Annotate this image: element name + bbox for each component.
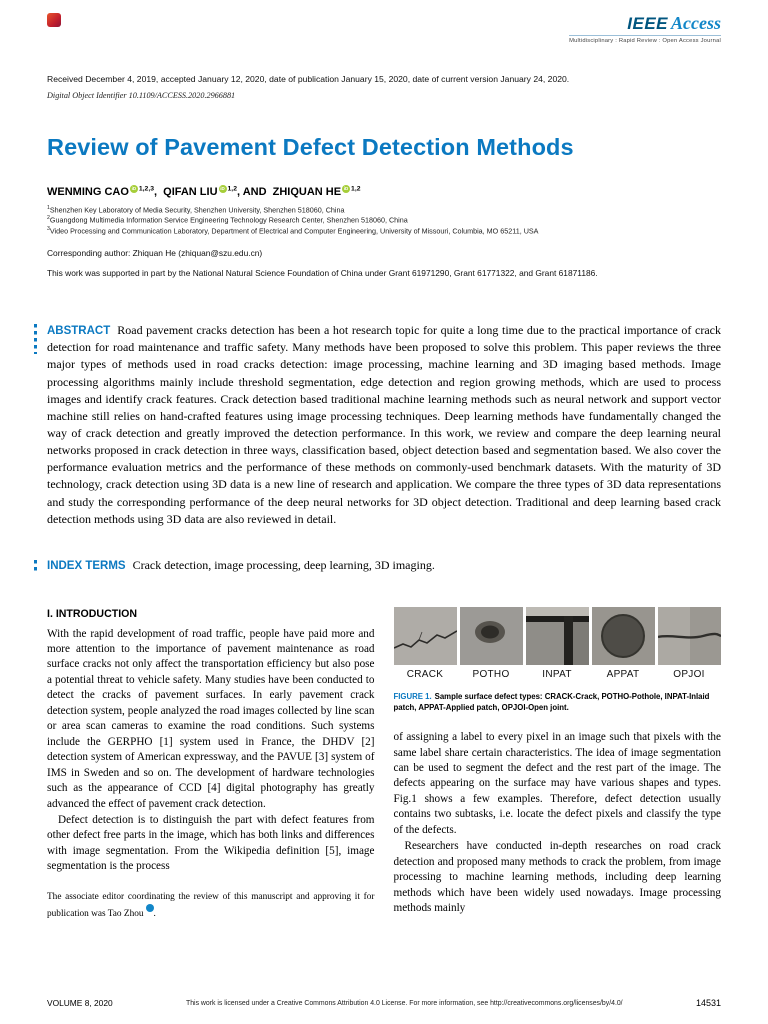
applied-patch-sample-image xyxy=(592,607,655,665)
inlaid-patch-sample-image xyxy=(526,607,589,665)
license-note: This work is licensed under a Creative Commons Attribution 4.0 License. For more information, see http://creativecommons.org/licenses/by/4.0/ xyxy=(186,999,623,1007)
label-crack: CRACK xyxy=(406,668,444,680)
brand-access: Access xyxy=(671,13,721,33)
label-appat: APPAT xyxy=(606,668,640,680)
page-footer xyxy=(47,998,721,1008)
associate-editor-footnote: The associate editor coordinating the review of this manuscript and approving it for publication was Tao Zhou . xyxy=(47,891,375,920)
reviewer-orcid-icon[interactable] xyxy=(146,904,154,912)
author-affil-sup: 1,2,3 xyxy=(138,185,155,192)
author xyxy=(163,186,272,198)
abstract-text: Road pavement cracks detection has been a hot research topic for quite a long time due to the practical importance of crack detection for road maintenance and traffic safety. Many methods have been proposed to solve this problem. This paper reviews the three major types of methods used in road cracks detection: image processing, machine learning and 3D imaging based methods. Image processing algorithms mainly include threshold segmentation, edge detection and region growing methods, which are used to process images and identify crack features. Crack detection based traditional machine learning methods such as neural network and support vector machine still relies on hand-crafted features using image processing techniques. Deep learning methods have fundamentally changed the way of crack detection and greatly improved the detection performance. In this work, we review and compare the deep learning neural networks proposed in crack detection in three ways, classification based, object detection based and segmentation based. We also cover the performance evaluation metrics and the performance of these methods on commonly-used benchmark datasets. With the maturity of 3D technology, crack detection using 3D data is a new line of research and application. We compare the three types of 3D data representations and study the corresponding performance of the deep neural networks for 3D object detection. Traditional and deep learning based crack detection methods using 3D data are also reviewed in detail. xyxy=(47,322,721,526)
received-line: Received December 4, 2019, accepted January 12, 2020, date of publication January 15, 2020, date of current version January 24, 2020. xyxy=(47,74,570,84)
figure-1-caption: FIGURE 1. Sample surface defect types: CRACK-Crack, POTHO-Pothole, INPAT-Inlaid patch, APPAT-Applied patch, OPJOI-Open joint. xyxy=(393,691,710,713)
pothole-sample-image xyxy=(460,607,523,665)
affiliation-list xyxy=(47,205,721,237)
column-right xyxy=(394,607,722,922)
crack-sample-image xyxy=(394,607,457,665)
label-inpat: INPAT xyxy=(542,668,572,680)
orcid-icon[interactable]: iD xyxy=(220,186,225,191)
affiliation-line: $^3$Video Processing and Communication Laboratory, Department of Electrical and Computer Engineering, University of Missouri, Columbia, MO 65211, USA xyxy=(47,226,539,236)
column-left xyxy=(47,607,375,922)
doi-line: Digital Object Identifier 10.1109/ACCESS.2020.2966881 xyxy=(47,91,236,100)
intro-paragraph-4: Researchers have conducted in-depth researches on road crack detection and proposed many methods to crack the problem, from image processing to machine learning methods, including deep learning methods which have been widely used nowadays. Image processing methods mainly xyxy=(393,840,721,915)
author-separator: , xyxy=(154,185,158,198)
brand-tagline: Multidisciplinary : Rapid Review : Open Access Journal xyxy=(569,38,721,44)
open-joint-sample-image xyxy=(658,607,721,665)
page-header xyxy=(47,0,721,44)
intro-paragraph-1: With the rapid development of road traffic, people have paid more and more attention to the importance of pavement maintenance as road surface cracks not only affect the transportation efficiency but also pose a potential threat to vehicle safety. Many studies have been conducted to detect the cracks of pavement surfaces. In early pavement crack detection system, people analyzed the road images collected by line scan or area scan cameras to examine the road conditions. Such systems include the GERPHO [1] system used in France, the DHDV [2] detection system of American expressway, and the PAVUE [3] system of IMS in Sweden and so on. The development of hardware technologies such as the appearance of CCD [4] digital photography has greatly advanced the effect of pavement crack detection. xyxy=(47,627,375,810)
intro-paragraph-2: Defect detection is to distinguish the part with defect features from other defect free parts in the image, which has both links and differences with image segmentation. From the Wikipedia definition [5], image segmentation is the process xyxy=(47,813,375,873)
journal-logo-mark-icon xyxy=(47,13,61,27)
label-potho: POTHO xyxy=(472,668,510,680)
body-columns xyxy=(47,607,721,922)
author xyxy=(273,186,361,198)
abstract-dash-marker-icon xyxy=(34,324,37,354)
funding-note: This work was supported in part by the National Natural Science Foundation of China under Grant 61971290, Grant 61771322, and Grant 61871186. xyxy=(47,268,598,279)
orcid-icon[interactable]: iD xyxy=(343,186,349,191)
author-name: WENMING CAO xyxy=(47,185,129,198)
abstract-section xyxy=(47,322,721,528)
affiliation-line: $^1$Shenzhen Key Laboratory of Media Security, Shenzhen University, Shenzhen 518060, China xyxy=(47,204,345,215)
figure-1 xyxy=(394,607,722,714)
author-affil-sup: 1,2 xyxy=(351,185,361,192)
index-terms-label: INDEX TERMS xyxy=(47,559,126,572)
index-terms-section xyxy=(47,558,721,573)
section-heading-introduction: I. INTRODUCTION xyxy=(47,607,138,620)
page-title: Review of Pavement Defect Detection Methods xyxy=(47,134,574,160)
author xyxy=(47,186,163,198)
page-number: 14531 xyxy=(695,998,721,1008)
author-name: ZHIQUAN HE xyxy=(272,185,342,198)
author-list xyxy=(47,185,721,198)
volume-label: VOLUME 8, 2020 xyxy=(47,998,113,1008)
index-terms-dash-marker-icon xyxy=(34,560,37,574)
index-terms-text: Crack detection, image processing, deep learning, 3D imaging. xyxy=(132,557,435,572)
intro-paragraph-3: of assigning a label to every pixel in an image such that pixels with the same label share certain characteristics. The idea of image segmentation can be used to segment the defect and the rest part of the image. The defects appearing on the surface may have various shapes and types. Fig.1 shows a few examples. Therefore, defect detection usually contains two subtasks, i.e. locate the defect pixels and classify the type of the defects. xyxy=(393,731,721,836)
brand-ieee: IEEE xyxy=(627,14,669,33)
corresponding-author-line: Corresponding author: Zhiquan He (zhiquan@szu.edu.cn) xyxy=(47,248,263,259)
figure-1-images xyxy=(394,607,722,665)
affiliation-line: $^2$Guangdong Multimedia Information Service Engineering Technology Research Center, Shenzhen 518060, China xyxy=(47,215,408,225)
orcid-icon[interactable]: iD xyxy=(131,186,137,191)
figure-1-labels xyxy=(394,668,722,682)
author-affil-sup: 1,2 xyxy=(227,185,237,192)
author-name: QIFAN LIU xyxy=(163,185,218,198)
ieee-access-brand xyxy=(569,13,721,44)
author-separator: , AND xyxy=(236,185,267,198)
abstract-label: ABSTRACT xyxy=(47,324,111,337)
label-opjoi: OPJOI xyxy=(673,668,705,680)
